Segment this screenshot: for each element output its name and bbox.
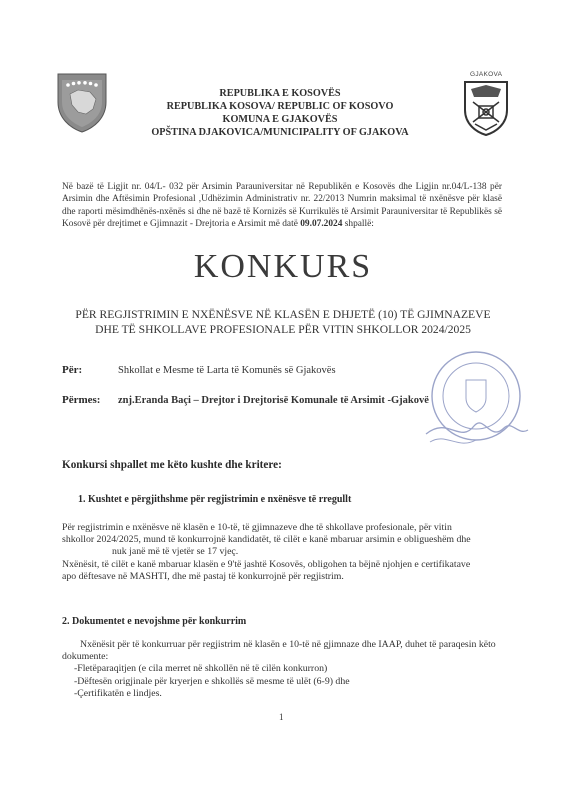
document-header	[80, 87, 480, 139]
subtitle-line-1: PËR REGJISTRIMIN E NXËNËSVE NË KLASËN E DHJETË (10) TË GJIMNAZEVE	[75, 308, 491, 321]
section-1-line: Nxënësit, të cilët e kanë mbaruar klasën e 9'të jashtë Kosovës, obligohen ta bëjnë njohjen e certifikatave	[62, 558, 471, 570]
conditions-heading: Konkursi shpallet me këto kushte dhe kritere:	[62, 459, 282, 471]
document-title: KONKURS	[193, 248, 373, 285]
recipient-label: Për:	[62, 364, 83, 376]
section-2-intro-line: dokumente:	[62, 651, 109, 663]
gjakova-emblem-icon	[463, 80, 509, 136]
section-1-body	[62, 522, 532, 583]
announcement-date: 09.07.2024	[300, 218, 343, 229]
section-2-intro-line: Nxënësit për të konkurruar për regjistrim në klasën e 10-të në gjimnaze dhe IAAP, duhet të paraqesin këto	[80, 639, 496, 650]
header-line-1: REPUBLIKA E KOSOVËS	[219, 88, 341, 99]
official-stamp-icon	[418, 346, 536, 456]
section-1-line: Për regjistrimin e nxënësve në klasën e 10-të, të gjimnazeve dhe të shkollave profesionale, për vitin	[62, 522, 452, 533]
section-1-line: nuk janë më të vjetër se 17 vjeç.	[112, 546, 239, 558]
section-1-heading: 1. Kushtet e përgjithshme për regjistrimin e nxënësve të rregullt	[78, 494, 352, 505]
sender-label: Përmes:	[62, 394, 101, 406]
header-line-2: REPUBLIKA KOSOVA/ REPUBLIC OF KOSOVO	[166, 101, 394, 112]
section-1-line: shkollor 2024/2025, mund të konkurrojnë kandidatët, të cilët e kanë mbaruar arsimin e obligueshëm dhe	[62, 534, 471, 546]
subtitle-line-2: DHE TË SHKOLLAVE PROFESIONALE PËR VITIN SHKOLLOR 2024/2025	[95, 322, 471, 336]
intro-text: Në bazë të Ligjit nr. 04/L- 032 për Arsimin Parauniversitar në Republikën e Kosovës dhe Ligjin nr.04/L-138 për Arsimin dhe Aftësimin Profesional ,Udhëzimin Administrativ nr. 22/2013 Numrin maksimal të nxënësve për klasë dhe raporti mësimdhënës-nxënës si dhe në bazë të Kornizës së Kurrikulës të Arsimit Parauniversitar të Republikës së Kosovë për drejtimet e Gjimnazit - Drejtoria e Arsimit më datë	[62, 182, 502, 229]
list-item: -Fletëparaqitjen (e cila merret në shkollën në të cilën konkurron)	[74, 663, 328, 675]
section-2-heading: 2. Dokumentet e nevojshme për konkurrim	[62, 616, 247, 627]
intro-text-end: shpallë:	[342, 218, 374, 229]
header-line-3: KOMUNA E GJAKOVËS	[222, 114, 338, 125]
section-2-body	[62, 639, 532, 700]
municipality-label: GJAKOVA	[470, 71, 503, 78]
header-line-4: OPŠTINA DJAKOVICA/MUNICIPALITY OF GJAKOVA	[151, 127, 409, 138]
page-number: 1	[279, 712, 284, 722]
list-item: -Dëftesën origjinale për kryerjen e shkollës së mesme të ulët (6-9) dhe	[74, 675, 350, 687]
document-subtitle	[40, 308, 526, 337]
section-1-line: apo dëftesave në MASHTI, dhe më pastaj të konkurrojnë për regjistrim.	[62, 570, 344, 582]
intro-paragraph	[62, 181, 502, 230]
sender-value: znj.Eranda Baçi – Drejtor i Drejtorisë Komunale të Arsimit -Gjakovë	[118, 395, 429, 406]
recipient-value: Shkollat e Mesme të Larta të Komunës së Gjakovës	[118, 365, 336, 376]
list-item: -Çertifikatën e lindjes.	[74, 687, 162, 699]
